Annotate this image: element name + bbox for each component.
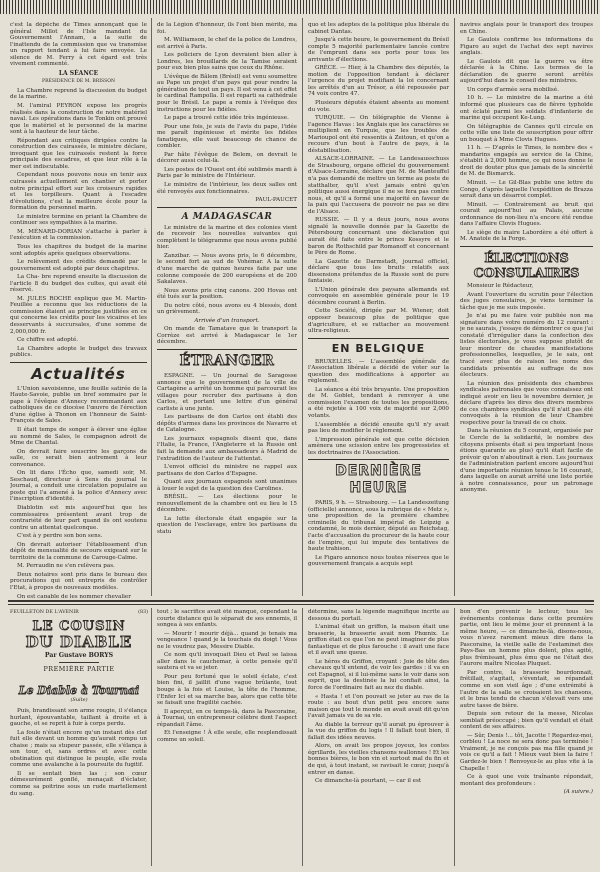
col1-paragraph: La Chambre adopte le budget des travaux publics. [10,345,147,359]
feuilleton-paragraph: Pour peu fortuné que le soleil éclate, c'est bien fini, il jaillit d'une vague brûlante, tout bouge à la fois et Louise, la tête de l'homme, l'Enfer Ici et sa marche bas, alors que cette tête se faisait une fragilité cachée. [157,673,297,707]
col3-paragraph: L'impression générale est que cette décision amènera une scission entre les progressistes et les doctrinaires de l'Association. [308,436,449,456]
col1-paragraph: M. MÉNARD-DORIAN s'attache à parler à l'exécution et la commission. [10,228,147,242]
col2-paragraph: Les journaux espagnols disent que, dans l'Italie, la France, l'Angleterre et la Russie ont fait la demande aux ambassadeurs à Madrid de l'extradition de l'auteur de l'attentat. [157,435,297,462]
column-3 [308,22,449,598]
section-rule [157,349,297,350]
col4-paragraph: Minuit. — Le Gil-Blas publie une lettre du Congo, d'après laquelle l'expédition de Brazza serait dans un désarroi complet. [460,180,593,200]
col2-paragraph: On mande de Tamatave que le transport la Corrèze est arrivé à Madagascar le 1er décembre. [157,326,297,346]
feuilleton-chapter-title: Le Diable à Tournai [18,684,140,697]
col1-paragraph: Il était temps de songer à élever une église au nommé de Sales, le compagnon adroit de Mme de Chantal. [10,426,147,447]
derniere-heure-heading: DERNIÈRE HEURE [335,463,422,497]
feuilleton-paragraph: Il se sentait bien las ; son cœur démesurément gonflé, menaçait d'éclater, comme sa poitrine sous un rude martellement du sang. [10,770,147,797]
feuilleton-column-1 [10,708,147,866]
feuilleton-author: Par Gustave BORYS [44,652,114,659]
col3-paragraph: ALSACE-LORRAINE. — Le Landesausschuss de Strasbourg, organe officiel du gouvernement d'Alsace-Lorraine, déclare que M. de Manteuffel n'a pas demandé de mettre un terme au poste de statthalter, qu'il s'est jamais entré qu'en politique aussi énergique il ne se fera pas contre nous, et qu'il a formé une majorité en faveur de la paix qui l'accusera de pouvoir ne pas se dire de l'Alsace. [308,156,449,215]
col1-paragraph: Le ministre termine en priant la Chambre de continuer ses sympathies à la marine. [10,213,147,227]
feuilleton-top-rule [8,600,594,602]
col3-paragraph: GRÈCE. — Hier, à la Chambre des députés, la motion de l'opposition tendant à déclarer l'urgence du projet modifiant la loi concernant les arrêtés d'un au Trésor, a été repoussée par 74 voix contre 47. [308,65,449,98]
feuilleton-header [10,609,148,617]
feuilleton-chapter-block [10,684,148,704]
feuilleton-paragraph: L'animal était un griffon, la maison était une brasserie, la brasserie avait nom Phœnix. Le griffon était ce que l'on ne peut imaginer de plus fantastique et de plus farouche : il avait une face et il avait une queue. [308,624,449,657]
col2-paragraph: Le ministre de la marine et des colonies vient de recevoir les nouvelles suivantes qui complètent le télégramme que nous avons publié hier. [157,224,297,251]
col2-paragraph: Le ministre de l'intérieur, les deux salles ont été renvoyés aux fonctionnaires. [157,182,297,195]
col3-paragraph: RUSSIE. — Il y a deux jours, nous avons signalé la nouvelle donnée par la Gazette de Pétersbourg concernant une déclaration qui aurait été faite entre le prince Kossyre et le baron de Rothschild par Romanoff et concernant le Père de Rome. [308,217,449,257]
section-rule [308,459,449,460]
section-rule [157,207,297,208]
feuilleton-rule-1 [151,608,152,866]
feuilleton-paragraph: tout ; le sacrifice avait été manqué, cependant la courte distance qui le séparait de ses ennemis, il songea à ses enfants. [157,609,297,629]
col2-paragraph: Zanzibar. — Nous avons pris, le 6 décembre, le second fort au sud de Vohémar. A la suite d'une marche de quinze heures faite par une colonne composée de 200 européens et de 200 Sakalaves. [157,252,297,286]
col2-paragraph: La lutte électorale était engagée sur la question de l'esclavage, entre les partisans du statu [157,515,297,535]
feuilleton-paragraph: Alors, on avait les propos joyeux, les contes égrillards, les vieilles chansons wallonnes ! Et les bonnes bières, le bon vin et surtout mal du fin et de qui, à tout instant, se ravisait le cœur, jusqu'à entrer en danse. [308,743,449,776]
feuilleton-chapter-note: (Suite) [70,697,88,703]
col3-paragraph: L'assemblée a décidé ensuite qu'il n'y avait pas lieu de modifier le règlement. [308,421,449,435]
col1-paragraph: L'Union savoisienne, une feuille satirée de la Haute-Savoie, publie un bref sommaire par le pape à l'évêque d'Annecy recommandant aux catholiques de ce diocèse l'œuvre de l'érection d'une église à Thonon en l'honneur de Saint-François de Sales. [10,385,147,425]
col2-paragraph: Quant aux journaux espagnols sont unanimes à louer le sujet de la question des Carolines. [157,479,297,492]
col2-subhead: Arrivée d'un transport. [194,317,260,324]
column-2 [157,22,297,598]
col3-paragraph: Plusieurs députés étaient absents au moment du vote. [308,100,449,113]
col1-paragraph: On devrait faire souscrire les garçons de salle, ce serait bien autrement à leur convenance. [10,448,147,468]
col2-paragraph: BRÉSIL. — Les élections pour le renouvellement de la chambre ont eu lieu le 15 décembre. [157,494,297,514]
col2-paragraph: Du notre côté, nous avons eu 4 blessés, dont un grièvement. [157,302,297,316]
feuilleton-paragraph: Ce nom qu'il invoquait Dieu et Paul se laissa aller dans le cauchemar, à cette pensée qu'il sautera et va se jeter. [157,652,297,672]
col1-paragraph: M. l'amiral PEYRON expose les progrès réalisés dans la construction de notre matériel naval. Les opérations dans le Tonkin ont prouvé que le matériel et le personnel de la marine sont à la hauteur de leur tâche. [10,103,147,136]
feuilleton-paragraph: Depuis son retour de la messe, Nicolas semblait préoccupé ; bien qu'il vendait et était content de ses affaires. [460,711,593,731]
feuilleton-paragraph: Au diable la terreur qu'il aurait pu éprouver à la vue du griffon du logis ! Il fallait tout bien, il fallait des idées neuves. [308,721,449,741]
section-rule [10,362,147,363]
col1-paragraph: Cependant nous pouvons nous en tenir aux cuirassés actuellement en chantier et porter notre principal effort sur les croiseurs rapides et les torpilleurs. Quant à l'escadre d'évolutions, c'est la meilleure école pour la formation du personnel marin. [10,172,147,212]
elections-heading: ÉLECTIONS CONSULAIRES [473,249,580,280]
col1-paragraph: Ce chiffre est adopté. [17,337,79,344]
feuilleton-paragraph: Il aperçut, en ce temps-là, dans la Pascoraine, à Tournai, un entrepreneur célèbre dont l'aspect répandait l'âme. [157,708,297,728]
col2-paragraph: Nous avons pris cinq canons. 200 Hovas ont été tués sur la position. [157,287,297,301]
feuilleton-title-2: DU DIABLE [25,633,133,651]
column-rule-1 [151,18,152,596]
column-4 [460,22,593,598]
col1-paragraph: Deux notaires sont pris dans le bureau des procurations qui ont entrepris de contrôler l'Etat, à propos de nouveaux modèles. [10,571,147,592]
col4-paragraph: Le Gaulois confirme les informations du Figaro au sujet de l'achat des sept navires anglais. [460,37,593,57]
col1-paragraph: M. JULES ROCHE explique que M. Martin-Feuillée a reconnu que les réductions de la commission étaient au principe justifiées en ce qui concerne les crédits pour les vicaires et les desservants à succursales, d'une somme de 2,000,000 fr. [10,295,147,335]
feuilleton-top-rule-thin [8,604,594,605]
col2-paragraph: Les postes de l'Ouest ont été sublimés mardi à Paris par le ministre de l'Intérieur. [157,166,297,180]
madagascar-heading: A MADAGASCAR [181,211,273,222]
section-rule [308,338,449,339]
feuilleton-paragraph: détermine, sans la légende magnifique incrite au dessous du portail. [308,609,449,622]
col3-paragraph: La Gazette de Darmstadt, journal officiel, déclare que tous les bruits relatifs aux dissensions prétendus de la Russie sont de pure fantaisie. [308,258,449,285]
etranger-heading: ÉTRANGER [179,352,275,369]
col1-paragraph: Tous les chapitres du budget de la marine sont adoptés après quelques observations. [10,243,147,257]
feuilleton-paragraph: Et l'enseigne ! À elle seule, elle resplendissait comme un soleil. [157,730,297,743]
col4-paragraph: Le siège du maire Labordère a été offert à M. Anatole de la Forge. [460,229,593,243]
col1-paragraph: On devrait autoriser l'établissement d'un dépôt de mensualité de secours exigeant sur le territoire de la commune de Carouge-Calme. [10,541,147,561]
feuilleton-rule-3 [454,608,455,866]
col2-paragraph: Le pape a trouvé cette idée très ingénieuse. [164,115,289,122]
feuilleton-paragraph: « Hasta ! et l'on pouvait se jeter au ras de la route : au bout d'un petit peu encore sans maison que tout le monde en avait avait dit qu'on l'avait jamais vu de sa vie. [308,693,449,720]
col3-paragraph: quo et les adeptes de la politique plus libérale du cabinet Dantas. [308,22,449,35]
col4-paragraph: Minuit. — Contrairement au bruit qui courait aujourd'hui au Palais, aucune ordonnance de non-lieu n'a encore été rendue dans l'affaire Clovis Hugues. [460,201,593,228]
col3-paragraph: La séance a été très bruyante. Une proposition de M. Goblet, tendant à renvoyer à une commission l'examen de toutes les propositions, a été rejetée à 100 voix de majorité sur 2,000 votants. [308,386,449,419]
col4-paragraph: Je n'ai pu me faire voir publiée non ma signature dans votre numéro du 12 courant : je ne saurais, j'essaye de démontrer ce que j'ai constaté d'irrégulier dans la confection des listes électorales, je vous suppose plutôt de leur montrer de chaudes manifestations professionnelles, lesquelles, je le sais, ont tracé avec plus de raison les noms des candidats présentés au suffrage de nos électeurs. [460,313,593,379]
feuilleton-paragraph: Par contre, la brasserie bourdonnait, frétillait, s'agitait, s'éventait, se répandait comme en son vieil âge ; d'une extrémité à l'autre de la salle se croisaient les chansons, et le bras tendu de chacun s'élevait vers une autre tasse de bière. [460,669,593,709]
col1-paragraph: On lit dans l'Écho que, samedi soir, M. Seschaud, directeur à Sens du journal le Journal, a conduit une circulation populaire au poste qui l'a amené à la police d'Annecy avec l'inscription d'identité. [10,470,147,503]
col4-paragraph: navires anglais pour le transport des troupes en Chine. [460,22,593,35]
col1-paragraph: Le relèvement des crédits demandé par le gouvernement est adopté par deux chapitres. [10,259,147,272]
feuilleton-paragraph: La foule n'était encore qu'un instant dès clef fuit elle devant un homme qu'aurait rompu un chaise ; mais sa stupeur passée, elle s'élança à son tour, et, sans ordres et avec cette obstination qui distingue le peuple, elle roula comme une avalanche à la poursuite du fugitif. [10,729,147,769]
col3-paragraph: TURQUIE. — On télégraphie de Vienne à l'agence Havas : les Anglais que les caractères se multiplient en Turquie, que les troubles de Marioupol ont été ressentis à Zeitoun, et qu'on a recours d'un bout à l'autre de pays, à la déstabilisation. [308,115,449,154]
feuilleton-title-block [10,619,148,683]
col2-paragraph: Les policiers de Lyon devraient bien aller à Londres, les brouillards de la Tamise seraient pour eux bien plus sains que ceux du Rhône. [157,52,297,72]
col1-paragraph: On est capable de les nommer chevalier [17,593,131,598]
feuilleton-column-3 [308,609,449,866]
col1-paragraph: M. Perraudin ne s'en relèvera pas. [17,563,115,570]
col1-paragraph: C'est à y perdre son bon sens. [17,533,103,540]
col1-paragraph: La Cha- bre reprend ensuite la discussion de l'article 8 du budget des cultes, qui avait été réservé. [10,274,147,294]
feuilleton-column-2 [157,609,297,866]
col4-paragraph: Le Gaulois dit que la guerre va être déclarée à la Chine. Les termes de la déclaration de guerre seront arrêtés aujourd'hui dans le conseil des ministres. [460,58,593,85]
column-rule-3 [454,18,455,596]
feuilleton-paragraph: — Sûr, Denis !... tôt, Jacotte ! Regardez-moi, corbleu ! La noce ne sera donc pas terminée ! Vraiment, je ne conçois pas ma fille quand je vois ce qu'il a fait ! Mieux vaut bien la faire ! Gardez-le bien ! Renvoyez-le au plus vite à la Chapelle ! [460,732,593,772]
feuilleton-paragraph: Puis, brandissant son arme rougie, il s'élança hurlant, épouvantable, taillant à droite et à gauche, et se reprit à fuir à corps perdu. [10,708,147,728]
feuilleton-column-4 [460,609,593,866]
col2-paragraph: L'évêque de Bâlem (Brésil) est venu soumettre au Pape un projet d'un pays qui pour rendre la génération de tout un pays. Il est venu à cet effet le cardinal Rampolla. Il est reparti sa cathédrale pour le Brésil. Le pape a remis à l'évêque des instructions pour les fidèles. [157,73,297,113]
col4-paragraph: La réunion des présidents des chambres syndicales patronales que vous connaissez ont indiqué avoir en lieu le novembre dernier, je déclare d'après les dires des divers membres de ces chambres syndicales qu'il n'ait pas été convoqués à la réunion de leur Chambre respective pour la travail de ce choix. [460,380,593,426]
feuilleton-title-1: LE COUSIN [32,619,126,634]
col1-intro: c'est la dépêche de Times annonçant que le général Millot de l'Isle mandant du Gouvernement l'Annam, a la suite de l'inattendu de la commission que va transmise un rapport tendant à lui faire envoyée. Le silence de M. Ferry à cet égard est très vivement commenté. [10,22,147,68]
feuilleton-paragraph: Ce à quoi une voix traînante répondait, montant des profondeurs : [460,774,593,787]
col2-paragraph: M. Williamson, le chef de la police de Londres, est arrivé à Paris. [157,37,297,50]
belgique-heading: EN BELGIQUE [331,341,426,355]
title-divider [59,662,99,663]
col3-paragraph: BRUXELLES. — L'assemblée générale de l'Association libérale a décidé de voter sur la question des modifications à apporter au règlement. [308,358,449,385]
col4-paragraph: 11 h. — D'après le Times, le nombre des « mandarins engagés au service de la Chine, s'établit à 2,000 homme, ce qui nous donne le droit de douter plus que jamais de la sincérité de M. de Bismarck. [460,145,593,178]
col3-paragraph: L'Union générale des paysans allemands est convoquée en assemblée générale pour le 19 décembre courant à Berlin. [308,286,449,306]
col4-paragraph: Un corps d'armée sera mobilisé. [467,86,559,93]
col2-paragraph: L'envoi officiel du ministre ne rappel aux partisans de don Carlos d'Espagne. [157,464,297,477]
actualites-heading: Actualités [31,364,126,383]
col2-paragraph: Pour une fois, je suis de l'avis du pape, l'idée me paraît ingénieuse et mérite les fidèles fanatiques, elle vaut beaucoup de chance de combler. [157,123,297,150]
col1-paragraph: La Chambre reprend la discussion du budget de la marine. [10,87,147,101]
col4-paragraph: Monsieur le Rédacteur, [467,282,534,289]
col4-paragraph: 10 h. — Le ministre de la marine a été informé que plusieurs cas de fièvre typhoïde ont éclaté parmi les soldats d'infanterie de marine qui occupent Ke-Lung. [460,95,593,122]
col1-paragraph: Répondant aux critiques dirigées contre la construction des cuirassés, le ministre déclare, invoquant que les cuirassés restent la force principale des escadres, et que leur rôle à la mer est indiscutable. [10,137,147,170]
feuilleton-part: PREMIÈRE PARTIE [43,665,115,673]
a-suivre: (A suivre.) [563,789,593,796]
col3-paragraph: Jusqu'à cette heure, le gouvernement du Brésil compte 5 majorité parlementaire lancée contre de l'emprunt dans ses ports pour tous les arrivants d'élections. [308,37,449,63]
col4-paragraph: Avant l'ouverture du scrutin pour l'élection des juges consulaires, je viens terminer la tâche que je me suis imposée. [460,291,593,311]
col2-paragraph: Par hâte l'évêque de Belem, on devrait le décorer aussi celui-là. [157,151,297,165]
col2-paragraph: Les partisans de don Carlos ont établi des dépôts d'armes dans les provinces de Navarre et de Catalogne. [157,414,297,434]
feuilleton-paragraph: Ce dimanche-là pourtant, — car il est [315,778,422,785]
col3-paragraph: PARIS, 9 h. — Strasbourg. — La Landeszeitung (officielle) annonce, sous la rubrique de « Metz », une proposition de la première chambre criminelle du tribunal impérial de Leipzig a condamné, le mois dernier, député au Reichstag, l'acte d'accusation du procureur de la haute cour de l'empire, qui lui impute des tentatives de haute trahison. [308,500,449,553]
col3-paragraph: Cette Société, dirigée par M. Wiener, doit opposer beaucoup plus de politique que d'agriculture, et se rattacher au mouvement ultra-religieux. [308,308,449,335]
top-edge-border [0,0,600,14]
column-1 [10,22,147,598]
section-rule [460,246,593,247]
column-rule-2 [302,18,303,596]
col2-paragraph: ESPAGNE. — Un journal de Saragosse annonce que le gouvernement de la ville de Cartagène a arrêté un homme qui parcourait les villages pour recruter des partisans à don Carlos, et portant une lettre d'un général carliste à une junte. [157,372,297,412]
feuilleton-paragraph: bon d'en prévenir le lecteur, tous les événements contenus dans cette première partie, ont lieu le même jour et prennent à la même heure, — ce dimanche-là, disons-nous, vous n'avez rarement mieux dire dans la Pascoraine, la vieille salle de l'estaminet des Pays-Bas un homme plus dolent, plus agité, plus frémissant, plus ému que ne l'était des l'aurore maître Nicolas Pluquet. [460,609,593,668]
col1-paragraph: Diablotin est mis aujourd'hui que les commissaires présentent avant trop de contrariété de leur part quand ils ont soutenu contre un attentat quelconque. [10,505,147,531]
col2-paragraph: de la Légion d'honneur, ils l'ont bien mérité, ma foi. [157,22,297,35]
col3-paragraph: Le Figaro annonce nous toutes réserves que le gouvernement français a acquis sept [308,554,449,568]
col4-paragraph: On télégraphie de Cannes qu'il circule en cette ville une liste de souscription pour offrir un bouquet à Mme Clovis Hugues. [460,123,593,143]
feuilleton-paragraph: — Mourir ! mourir déjà... quand je tenais ma vengeance ! quand je la touchais du doigt ! Vous ne le voudrez pas, Messire Diable. [157,630,297,650]
seance-subtitle: PRÉSIDENCE DE M. BRISSON [41,79,116,85]
seance-title: LA SÉANCE [58,69,99,77]
feuilleton-number: (83) [138,610,148,615]
feuilleton-label: FEUILLETON DE L'AVENIR [10,610,79,615]
feuilleton-rule-2 [302,608,303,866]
col2-signature: PAUL-PAUCET [255,197,297,204]
feuilleton-paragraph: Le héros du Griffon, croyant : Joie de tête des chevaux qu'il entend, de voir les gardes : il va en cet Espagnol, si il lui-même sans le voir dans son esprit, que la destinée la lui confiait ainsi, la force de l'ordinaire fait au nez du diable. [308,658,449,692]
col4-paragraph: Dans la réunion du 5 courant, organisée par le Cercle de la solidarité, le nombre des citoyens présents était si peu important (nous étions quarante au plus) qu'il était facile de prévoir qu'on n'aboutirait à rien. Les journaux de l'administration parlent encore aujourd'hui d'une importante réunion tenue le 16 courant, dans laquelle on aurait arrêté une liste portée à notre connaissance, pour un patronage anonyme. [460,428,593,494]
